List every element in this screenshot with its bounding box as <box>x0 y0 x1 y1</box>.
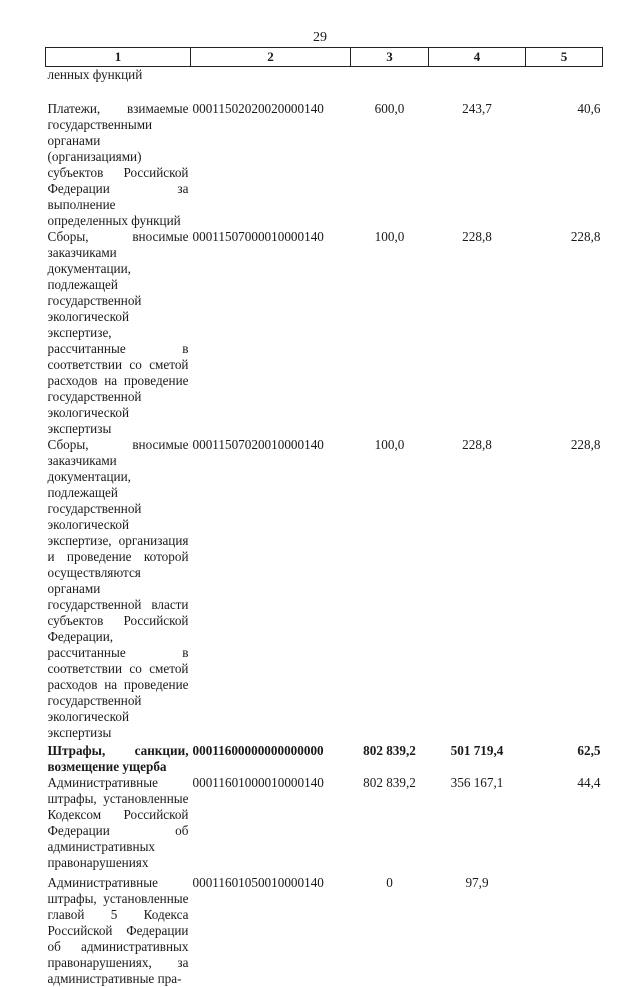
row-code: 00011507000010000140 <box>192 229 324 244</box>
row-code: 00011601000010000140 <box>192 775 324 790</box>
table-row <box>46 437 603 741</box>
row-value-5: 40,6 <box>577 101 601 116</box>
row-value-3 <box>351 67 429 84</box>
row-value-4: 356 167,1 <box>450 775 504 790</box>
row-name: Штрафы, санкции, возмещение ущерба <box>47 743 189 774</box>
row-value-5 <box>526 871 603 987</box>
column-header: 5 <box>526 48 603 67</box>
row-value-4: 501 719,4 <box>450 743 504 758</box>
row-code <box>191 67 351 84</box>
row-code: 00011502020020000140 <box>192 101 324 116</box>
row-name: ленных функций <box>47 67 143 82</box>
row-name: Административные штрафы, установленные главой 5 Кодекса Российской Федерации об административных правонарушениях, за административные пра- <box>47 875 189 986</box>
row-value-3: 600,0 <box>374 101 405 116</box>
column-header: 2 <box>191 48 351 67</box>
table-header-row <box>46 48 603 67</box>
row-value-4: 243,7 <box>462 101 492 116</box>
row-value-3: 802 839,2 <box>363 775 416 790</box>
row-name: Платежи, взимаемые государственными органами (организациями) субъектов Российской Федерации за выполнение определенных функций <box>47 101 189 228</box>
row-value-5: 44,4 <box>577 775 601 790</box>
column-header: 1 <box>46 48 191 67</box>
row-code: 00011600000000000000 <box>192 743 324 758</box>
table-row <box>46 67 603 84</box>
row-value-3: 100,0 <box>374 229 405 244</box>
page-number: 29 <box>313 30 327 45</box>
row-value-5 <box>526 67 603 84</box>
table-row <box>46 871 603 987</box>
row-value-3: 100,0 <box>374 437 405 452</box>
row-value-5: 228,8 <box>570 437 601 452</box>
table-row <box>46 775 603 871</box>
row-value-4: 97,9 <box>465 875 489 890</box>
row-value-5: 228,8 <box>570 229 601 244</box>
row-value-3: 802 839,2 <box>363 743 416 758</box>
table-row <box>46 229 603 437</box>
row-value-4 <box>429 67 526 84</box>
row-name: Сборы, вносимые заказчиками документации, подлежащей государственной экологической экспертизе, организация и проведение которой осуществляются органами государственной власти субъектов Российской Федерации, рассчитанные в соответствии со сметой расходов на проведение государственной экологической экспертизы <box>47 437 189 740</box>
column-header: 3 <box>351 48 429 67</box>
row-code: 00011601050010000140 <box>192 875 324 890</box>
row-value-4: 228,8 <box>462 229 492 244</box>
table-row <box>46 741 603 775</box>
row-value-4: 228,8 <box>462 437 492 452</box>
row-value-3: 0 <box>386 875 393 890</box>
row-name: Административные штрафы, установленные Кодексом Российской Федерации об административных правонарушениях <box>47 775 189 870</box>
row-code: 00011507020010000140 <box>192 437 324 452</box>
row-name: Сборы, вносимые заказчиками документации, подлежащей государственной экологической экспертизе, рассчитанные в соответствии со сметой расходов на проведение государственной экологической экспертизы <box>47 229 189 436</box>
column-header: 4 <box>429 48 526 67</box>
row-value-5: 62,5 <box>577 743 601 758</box>
budget-table <box>45 47 603 987</box>
table-row <box>46 101 603 229</box>
